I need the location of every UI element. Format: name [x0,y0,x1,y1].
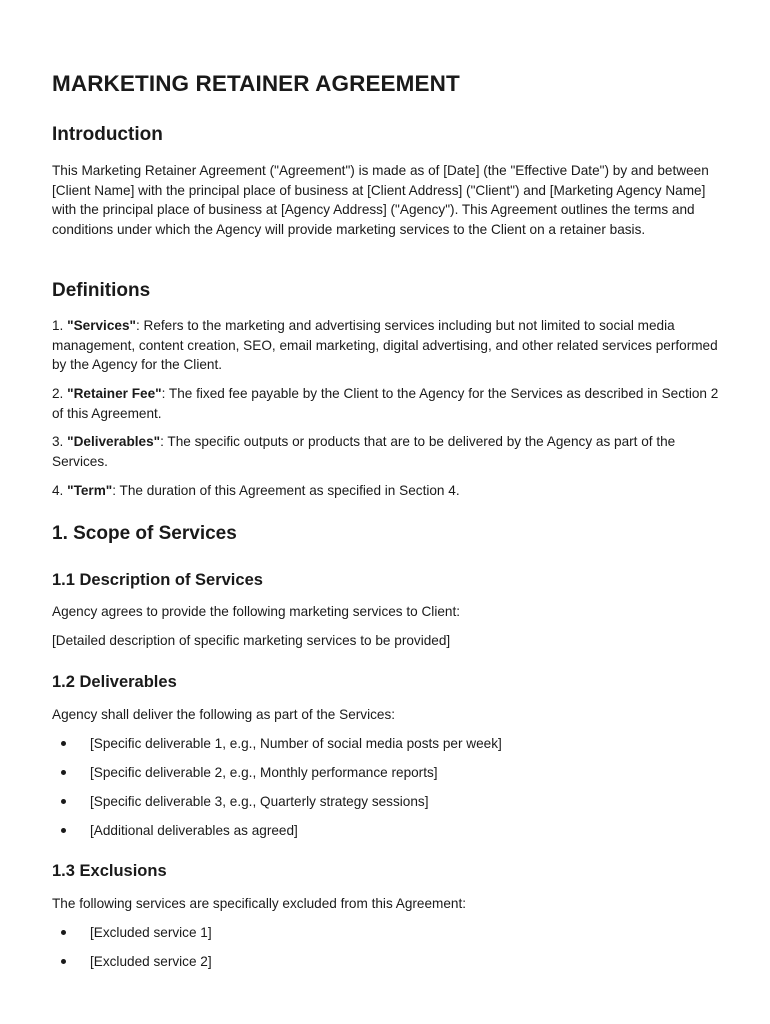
exclusions-intro: The following services are specifically excluded from this Agreement: [52,896,467,911]
bullet-icon [61,770,66,775]
list-item-text: [Excluded service 2] [90,954,212,969]
definition-number: 2. [52,386,68,401]
scope-heading: 1. Scope of Services [52,523,237,544]
definition-item [52,384,720,423]
deliverables-heading: 1.2 Deliverables [52,673,177,691]
introduction-heading: Introduction [52,124,163,145]
definition-term: "Deliverables" [67,434,161,449]
definition-term: "Services" [67,318,136,333]
document-title: MARKETING RETAINER AGREEMENT [52,71,460,96]
bullet-icon [61,799,66,804]
introduction-paragraph: This Marketing Retainer Agreement ("Agreement") is made as of [Date] (the "Effective Date") by and between [Client Name] with the principal place of business at [Client Address] ("Client") and [Marketing Agency Name] with the principal place of business at [Agency Address] ("Agency"). This Agreement outlines the terms and conditions under which the Agency will provide marketing services to the Client on a retainer basis. [52,163,709,237]
bullet-icon [61,930,66,935]
definition-number: 3. [52,434,68,449]
definition-text: : The specific outputs or products that are to be delivered by the Agency as part of the Services. [52,434,676,469]
deliverables-intro: Agency shall deliver the following as part of the Services: [52,707,396,722]
definition-text: : The fixed fee payable by the Client to the Agency for the Services as described in Section 2 of this Agreement. [52,386,719,421]
exclusions-heading: 1.3 Exclusions [52,862,167,880]
list-item-text: [Specific deliverable 1, e.g., Number of social media posts per week] [90,736,502,751]
definition-number: 1. [52,318,68,333]
bullet-icon [61,828,66,833]
list-item-text: [Specific deliverable 2, e.g., Monthly performance reports] [90,765,438,780]
list-item-text: [Specific deliverable 3, e.g., Quarterly strategy sessions] [90,794,429,809]
description-detail: [Detailed description of specific marketing services to be provided] [52,633,451,648]
definition-item [52,316,720,375]
bullet-icon [61,741,66,746]
list-item-text: [Additional deliverables as agreed] [90,823,298,838]
definition-text: : Refers to the marketing and advertising services including but not limited to social media management, content creation, SEO, email marketing, digital advertising, and other related services performed by the Agency for the Client. [52,318,718,372]
definitions-heading: Definitions [52,280,151,301]
definition-text: : The duration of this Agreement as specified in Section 4. [112,483,460,498]
definition-item [52,432,720,471]
list-item-text: [Excluded service 1] [90,925,212,940]
description-intro: Agency agrees to provide the following marketing services to Client: [52,604,461,619]
description-heading: 1.1 Description of Services [52,571,263,589]
definition-term: "Term" [67,483,113,498]
definition-item [52,481,720,501]
definition-term: "Retainer Fee" [67,386,162,401]
definition-number: 4. [52,483,68,498]
bullet-icon [61,959,66,964]
